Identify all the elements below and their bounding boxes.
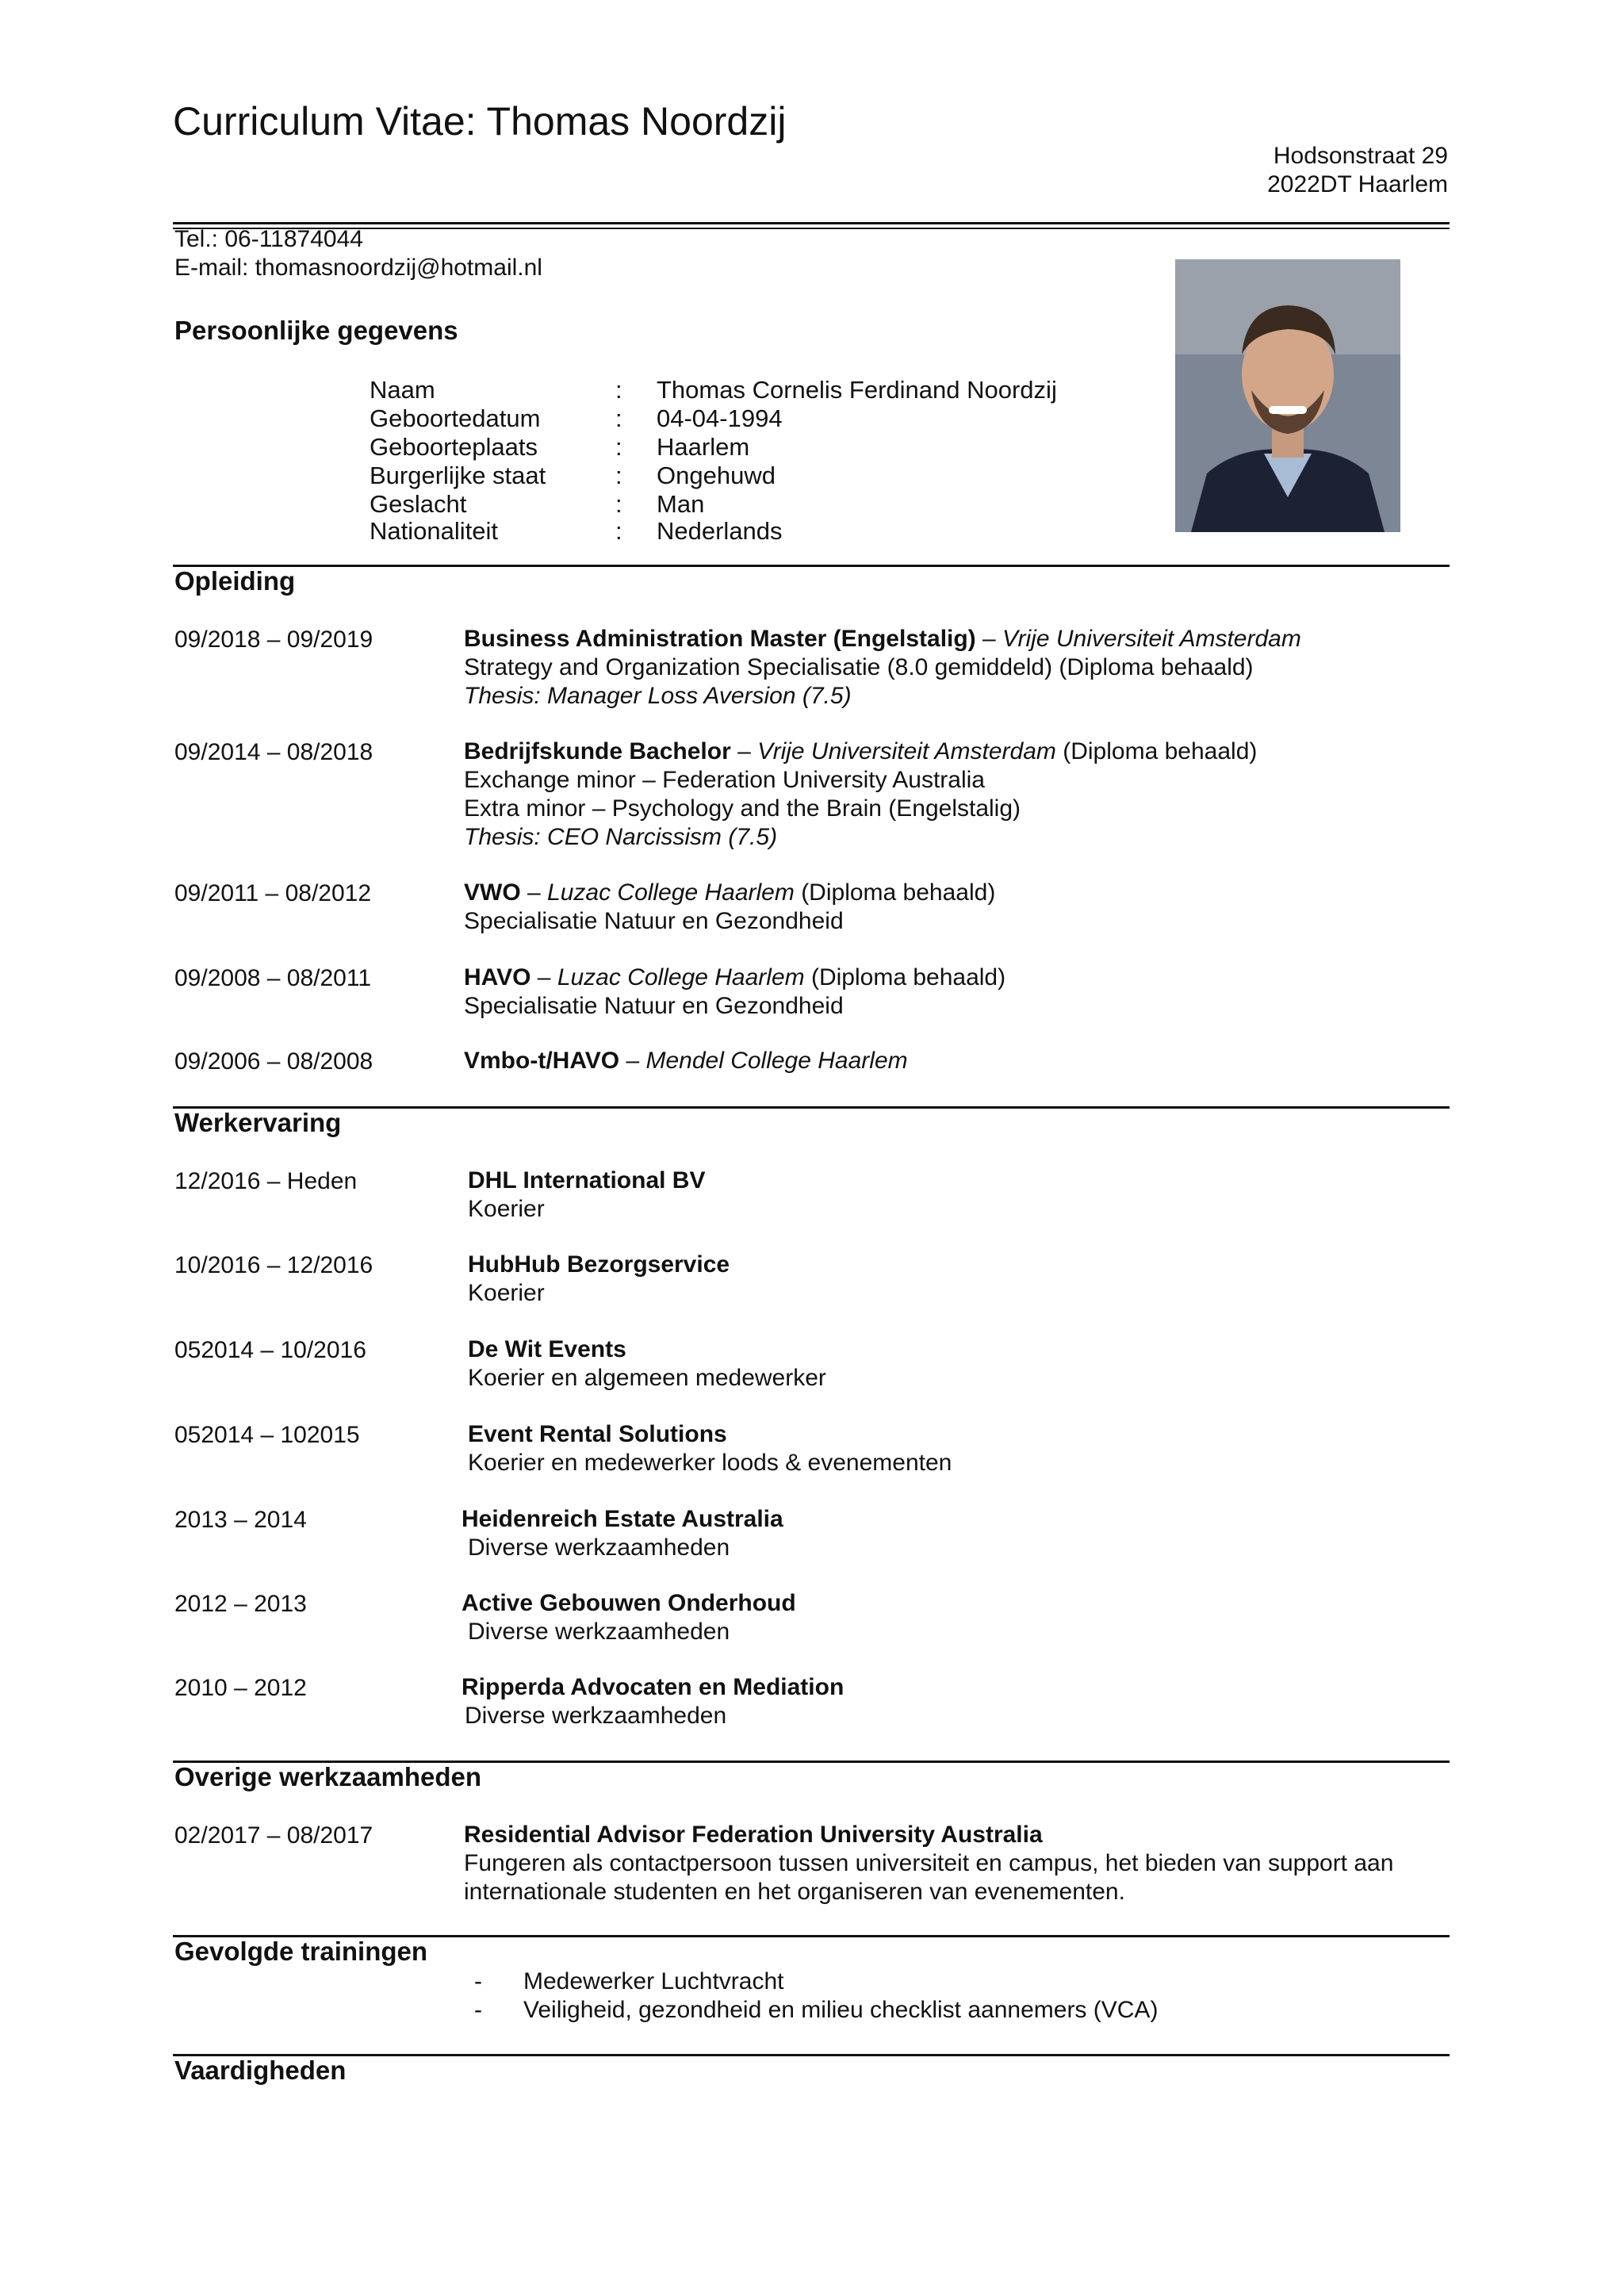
education-date: 09/2011 – 08/2012 <box>174 880 372 906</box>
section-divider <box>173 565 1450 567</box>
address-city: 2022DT Haarlem <box>1267 171 1448 197</box>
section-heading-education: Opleiding <box>174 566 296 596</box>
education-entry <box>464 879 995 936</box>
personal-separator: : <box>615 490 622 518</box>
work-employer: Active Gebouwen Onderhoud <box>462 1590 796 1616</box>
work-employer: Ripperda Advocaten en Mediation <box>462 1674 845 1700</box>
work-role: Koerier <box>468 1280 545 1306</box>
personal-label: Burgerlijke staat <box>370 462 546 489</box>
personal-label: Geboortedatum <box>370 404 541 432</box>
section-divider <box>173 2054 1450 2056</box>
work-role: Diverse werkzaamheden <box>468 1619 730 1645</box>
education-school: Vrije Universiteit Amsterdam <box>757 738 1056 764</box>
email-address: E-mail: thomasnoordzij@hotmail.nl <box>174 255 542 281</box>
work-role: Diverse werkzaamheden <box>465 1703 727 1729</box>
personal-separator: : <box>615 462 622 489</box>
work-employer: Event Rental Solutions <box>468 1421 727 1447</box>
education-detail: Exchange minor – Federation University Australia <box>464 767 985 793</box>
personal-value: Thomas Cornelis Ferdinand Noordzij <box>657 376 1057 404</box>
personal-separator: : <box>615 376 622 404</box>
education-entry <box>464 1047 908 1075</box>
work-date: 10/2016 – 12/2016 <box>174 1252 373 1278</box>
section-heading-work: Werkervaring <box>174 1108 342 1137</box>
education-thesis: Thesis: CEO Narcissism (7.5) <box>464 824 778 850</box>
education-title: HAVO <box>464 964 531 990</box>
work-role: Koerier en medewerker loods & evenementen <box>468 1450 952 1476</box>
profile-photo <box>1175 259 1400 532</box>
education-thesis: Thesis: Manager Loss Aversion (7.5) <box>464 683 852 709</box>
address-street: Hodsonstraat 29 <box>1273 143 1448 169</box>
personal-value: Ongehuwd <box>657 462 776 489</box>
education-title: Business Administration Master (Engelstalig) <box>464 626 976 652</box>
work-entry <box>462 1589 796 1646</box>
personal-label: Geboorteplaats <box>370 433 538 461</box>
education-note: (Diploma behaald) <box>794 879 996 906</box>
personal-separator: : <box>615 517 622 545</box>
work-entry <box>468 1251 730 1308</box>
other-entry <box>464 1821 1393 1906</box>
education-detail: Strategy and Organization Specialisatie (8.0 gemiddeld) (Diploma behaald) <box>464 654 1254 680</box>
work-role: Koerier <box>468 1196 545 1222</box>
other-title: Residential Advisor Federation University Australia <box>464 1822 1043 1848</box>
personal-value: Man <box>657 490 705 518</box>
other-detail: internationale studenten en het organiseren van evenementen. <box>464 1879 1125 1905</box>
personal-separator: : <box>615 404 622 432</box>
section-divider <box>173 1106 1450 1109</box>
work-date: 2012 – 2013 <box>174 1591 307 1617</box>
education-school: Luzac College Haarlem <box>557 964 805 990</box>
work-entry <box>462 1505 783 1562</box>
other-detail: Fungeren als contactpersoon tussen universiteit en campus, het bieden van support aan <box>464 1850 1394 1876</box>
education-title: Vmbo-t/HAVO <box>464 1048 620 1074</box>
header-divider-bottom <box>173 228 1450 229</box>
work-employer: Heidenreich Estate Australia <box>462 1506 783 1532</box>
portrait-image <box>1175 259 1400 532</box>
education-detail: Extra minor – Psychology and the Brain (Engelstalig) <box>464 795 1021 822</box>
education-school: Luzac College Haarlem <box>547 879 795 906</box>
education-date: 09/2008 – 08/2011 <box>174 965 372 991</box>
list-bullet: - <box>474 1968 482 1994</box>
personal-label: Geslacht <box>370 490 467 518</box>
header-divider-top <box>173 222 1450 224</box>
work-date: 052014 – 102015 <box>174 1422 360 1448</box>
dash: – <box>730 738 758 764</box>
education-note: (Diploma behaald) <box>1055 738 1258 764</box>
work-date: 12/2016 – Heden <box>174 1168 358 1194</box>
training-item: Veiligheid, gezondheid en milieu checklist aannemers (VCA) <box>523 1997 1159 2023</box>
work-role: Diverse werkzaamheden <box>468 1534 730 1561</box>
education-entry <box>464 964 1005 1021</box>
work-date: 2010 – 2012 <box>174 1675 307 1701</box>
work-employer: De Wit Events <box>468 1336 626 1362</box>
dash: – <box>530 964 557 990</box>
work-entry <box>468 1167 705 1224</box>
list-bullet: - <box>474 1997 482 2023</box>
dash: – <box>520 879 548 906</box>
phone-number: Tel.: 06-11874044 <box>174 226 363 252</box>
work-entry <box>462 1673 844 1730</box>
personal-label: Naam <box>370 376 435 404</box>
education-date: 09/2018 – 09/2019 <box>174 626 373 653</box>
section-heading-skills: Vaardigheden <box>174 2056 347 2085</box>
personal-value: 04-04-1994 <box>657 404 783 432</box>
other-date: 02/2017 – 08/2017 <box>174 1822 373 1849</box>
work-employer: HubHub Bezorgservice <box>468 1251 730 1278</box>
section-heading-trainings: Gevolgde trainingen <box>174 1937 428 1966</box>
education-entry <box>464 625 1301 711</box>
personal-value: Haarlem <box>657 433 750 461</box>
personal-separator: : <box>615 433 622 461</box>
education-school: Mendel College Haarlem <box>645 1048 908 1074</box>
work-date: 052014 – 10/2016 <box>174 1337 366 1363</box>
education-date: 09/2006 – 08/2008 <box>174 1048 373 1075</box>
education-entry <box>464 738 1257 852</box>
education-detail: Specialisatie Natuur en Gezondheid <box>464 908 844 934</box>
work-entry <box>468 1335 826 1393</box>
page-title: Curriculum Vitae: Thomas Noordzij <box>173 99 787 144</box>
education-school: Vrije Universiteit Amsterdam <box>1002 626 1301 652</box>
work-entry <box>468 1420 952 1477</box>
section-heading-personal: Persoonlijke gegevens <box>174 316 458 345</box>
education-detail: Specialisatie Natuur en Gezondheid <box>464 993 844 1019</box>
dash: – <box>619 1048 646 1074</box>
education-note: (Diploma behaald) <box>804 964 1006 990</box>
work-employer: DHL International BV <box>468 1167 706 1193</box>
training-item: Medewerker Luchtvracht <box>523 1968 784 1994</box>
personal-value: Nederlands <box>657 517 783 545</box>
education-date: 09/2014 – 08/2018 <box>174 739 373 765</box>
personal-label: Nationaliteit <box>370 517 498 545</box>
work-date: 2013 – 2014 <box>174 1507 307 1533</box>
section-heading-other: Overige werkzaamheden <box>174 1762 482 1791</box>
dash: – <box>975 626 1003 652</box>
work-role: Koerier en algemeen medewerker <box>468 1365 826 1391</box>
education-title: Bedrijfskunde Bachelor <box>464 738 731 764</box>
education-title: VWO <box>464 879 521 906</box>
